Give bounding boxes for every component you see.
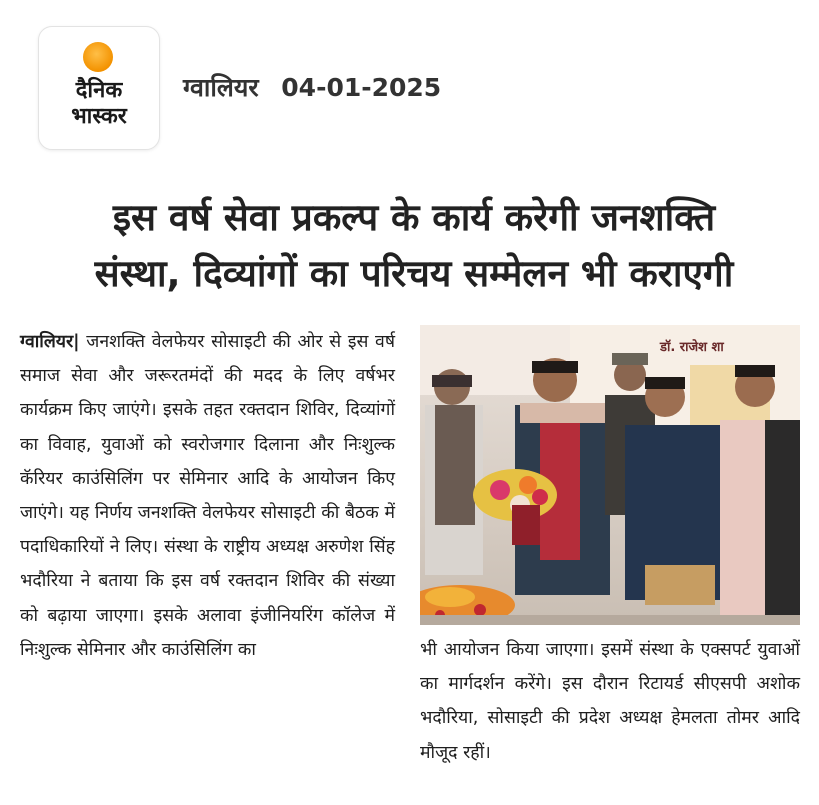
edition-city: ग्वालियर <box>183 73 259 102</box>
headline-line1: इस वर्ष सेवा प्रकल्प के कार्य करेगी जनशक्ति <box>112 196 716 239</box>
article-dateline: ग्वालियर| <box>20 332 80 352</box>
article-body <box>20 325 800 795</box>
dainik-bhaskar-logo <box>38 26 160 150</box>
photo-banner-text: डॉ. राजेश शा <box>660 340 724 355</box>
article-text-right: भी आयोजन किया जाएगा। इसमें संस्था के एक्सपर्ट युवाओं का मार्गदर्शन करेंगे। इस दौरान रिटायर्ड सीएसपी अशोक भदौरिया, सोसाइटी की प्रदेश अध्यक्ष हेमलता तोमर आदि मौजूद रहीं। <box>420 640 800 763</box>
article-column-left <box>20 325 395 667</box>
edition-dateline <box>183 70 441 110</box>
logo-text-line2: भास्कर <box>71 104 127 129</box>
article-column-right <box>420 633 800 770</box>
group-photo-illustration <box>420 325 800 625</box>
edition-date: 04-01-2025 <box>281 73 442 102</box>
news-photo <box>420 325 800 625</box>
header <box>0 0 819 180</box>
article-text-left: जनशक्ति वेलफेयर सोसाइटी की ओर से इस वर्ष समाज सेवा और जरूरतमंदों की मदद के लिए वर्षभर कार्यक्रम किए जाएंगे। इसके तहत रक्तदान शिविर, दिव्यांगों का विवाह, युवाओं को स्वरोजगार दिलाना और निःशुल्क कॅरियर काउंसिलिंग पर सेमिनार आदि के आयोजन किए जाएंगे। यह निर्णय जनशक्ति वेलफेयर सोसाइटी की बैठक में पदाधिकारियों ने लिए। संस्था के राष्ट्रीय अध्यक्ष अरुणेश सिंह भदौरिया ने बताया कि इस वर्ष रक्तदान शिविर की संख्या को बढ़ाया जाएगा। इसके अलावा इंजीनियरिंग कॉलेज में निःशुल्क सेमिनार और काउंसिलिंग का <box>20 332 395 660</box>
headline-line2: संस्था, दिव्यांगों का परिचय सम्मेलन भी कराएगी <box>94 252 734 295</box>
logo-text-line1: दैनिक <box>75 78 123 103</box>
sun-icon <box>83 42 113 72</box>
headline <box>14 190 814 302</box>
